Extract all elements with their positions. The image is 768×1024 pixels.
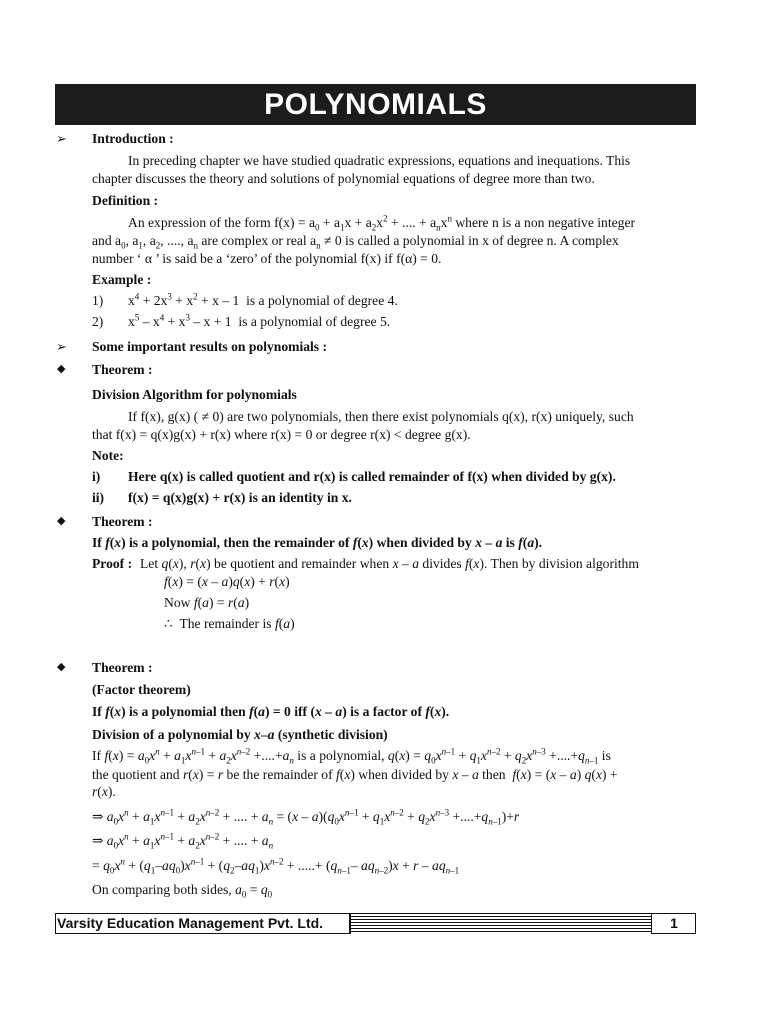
definition-line-1: An expression of the form $f(x) = a_0 + a_1x + a_2x^2$ + .... + $a_nx^n$ where n is a non negative integer [128,213,636,233]
definition-heading: Definition : [92,193,159,208]
theorem3-statement: If f(x) is a polynomial then f(a) = 0 iff (x – a) is a factor of f(x). [92,704,450,719]
note-number-2: ii) [92,490,105,505]
derivation-line-3: = $q_0x^n + (q_1-aq_0)x^{n-1} + (q_2-aq_1)x^{n-2}$ + .....+ ($q_{n-1}-$ $aq_{n-2})x + r - aq_{n-1}$ [92,856,460,876]
example-item-1: $x^4 + 2x^3 + x^2 + x - 1$ is a polynomial of degree 4. [128,291,398,308]
definition-line-3: number ‘ α ’ is said be a ‘zero’ of the polynomial f(x) if f(α) = 0. [92,251,442,266]
note-number-1: i) [92,469,101,484]
theorem2-statement: If f(x) is a polynomial, then the remainder of f(x) when divided by x – a is f(a). [92,535,543,550]
proof-step-1: f(x) = (x – a)q(x) + r(x) [164,574,290,589]
proof-step-2: Now f(a) = r(a) [164,595,250,610]
division-para-line-1: If $f(x) = a_0x^n + a_1x^{n-1} + a_2x^{n-2} +....+a_n$ is a polynomial, $q(x) = q_0x^{n-1} + q_1x^{n-2} + q_2x^{n-3} +....+q_{n-1}$ is [92,746,611,766]
derivation-line-2: ⇒ $a_0x^n + a_1x^{n-1} + a_2x^{n-2}$ + .... + $a_n$ [92,831,274,851]
theorem1-subheading: Division Algorithm for polynomials [92,387,297,402]
division-para-line-2: the quotient and r(x) = r be the remainder of f(x) when divided by x – a then f(x) = (x – a) q(x) + [92,767,618,782]
example-number-2: 2) [92,314,104,329]
derivation-line-4: On comparing both sides, $a_0 = q_0$ [92,882,273,900]
division-heading: Division of a polynomial by x–a (synthetic division) [92,727,388,742]
proof-step-3: ∴ The remainder is f(a) [164,616,295,631]
diamond-bullet-icon: ◆ [57,661,66,673]
results-heading: Some important results on polynomials : [92,339,328,354]
theorem2-heading: Theorem : [92,514,153,529]
definition-line-2: and $a_0$, $a_1$, $a_2$, ...., $a_n$ are complex or real $a_n \ne 0$ is called a polynomial in x of degree n. A complex [92,233,619,251]
arrow-bullet-icon: ➢ [56,131,67,146]
footer-divider [349,913,351,934]
theorem1-line-1: If f(x), g(x) ( ≠ 0) are two polynomials, then there exist polynomials q(x), r(x) uniquely, such [128,409,634,424]
proof-text: Let q(x), r(x) be quotient and remainder when x – a divides f(x). Then by division algorithm [140,556,639,571]
theorem1-line-2: that f(x) = q(x)g(x) + r(x) where r(x) = 0 or degree r(x) < degree g(x). [92,427,471,442]
proof-label: Proof : [92,556,133,571]
theorem3-heading: Theorem : [92,660,153,675]
page-title: POLYNOMIALS [55,84,696,125]
example-number-1: 1) [92,293,104,308]
intro-heading: Introduction : [92,131,174,146]
arrow-bullet-icon: ➢ [56,339,67,354]
intro-paragraph-line-2: chapter discusses the theory and solutions of polynomial equations of degree more than two. [92,171,595,186]
footer-stripes [349,913,651,934]
derivation-line-1: ⇒ $a_0x^n + a_1x^{n-1} + a_2x^{n-2}$ + .... + $a_n = (x - a)(q_0x^{n-1} + q_1x^{n-2} + q_2x^{n-3} +....+q_{n-1})+r$ [92,807,520,827]
theorem1-heading: Theorem : [92,362,153,377]
example-item-2: $x^5 - x^4 + x^3 - x + 1$ is a polynomial of degree 5. [128,312,391,329]
division-para-line-3: r(x). [92,784,116,799]
theorem3-subheading: (Factor theorem) [92,682,191,697]
intro-paragraph-line-1: In preceding chapter we have studied quadratic expressions, equations and inequations. This [128,153,631,168]
footer-publisher: Varsity Education Management Pvt. Ltd. [57,915,324,931]
diamond-bullet-icon: ◆ [57,515,66,527]
diamond-bullet-icon: ◆ [57,363,66,375]
note-heading: Note: [92,448,124,463]
page-number: 1 [670,915,678,931]
note-item-1: Here q(x) is called quotient and r(x) is called remainder of f(x) when divided by g(x). [128,469,616,484]
note-item-2: f(x) = q(x)g(x) + r(x) is an identity in x. [128,490,352,505]
example-heading: Example : [92,272,152,287]
